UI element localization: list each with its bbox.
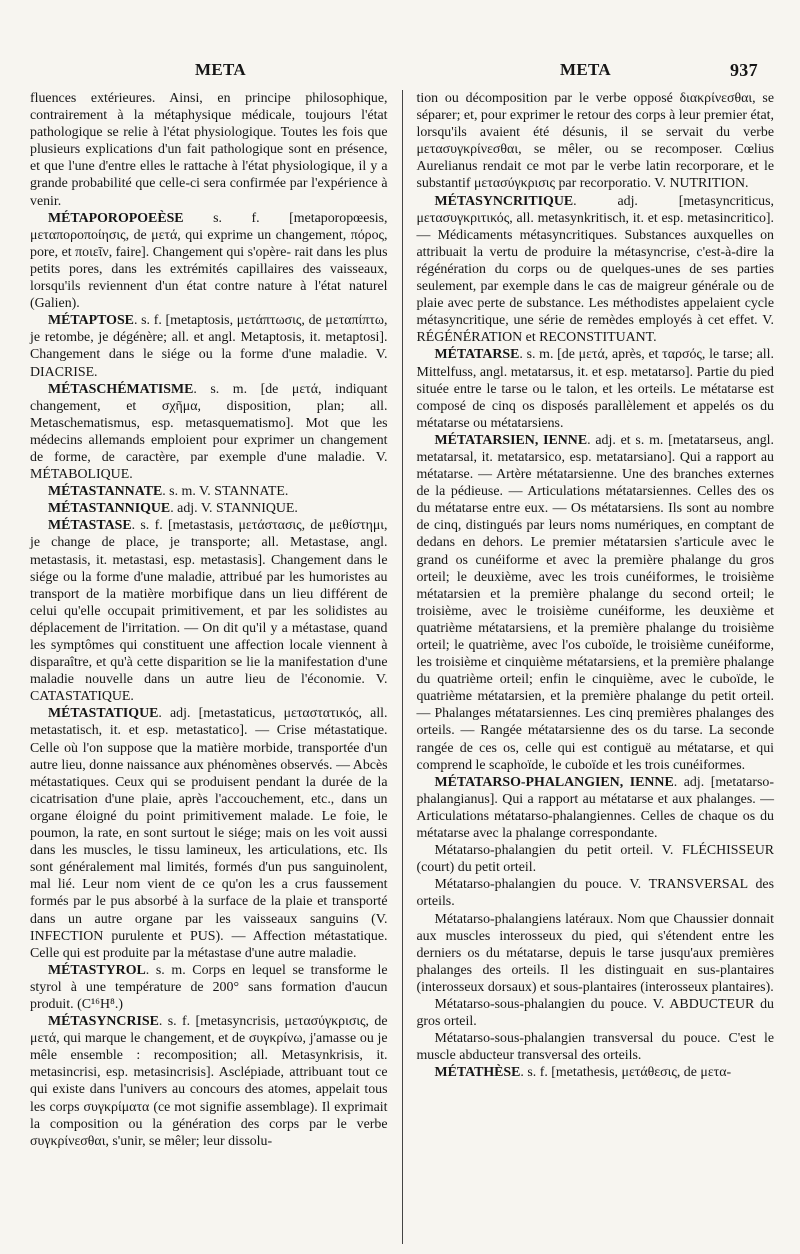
entry-headword: MÉTATHÈSE — [434, 1065, 521, 1081]
entry-headword: MÉTAPTOSE — [48, 313, 134, 329]
dictionary-entry — [416, 193, 774, 347]
dictionary-entry — [30, 517, 388, 705]
entry-text: . s. m. Corps en lequel se transforme le styrol à une température de 200° sans formation d'aucun produit. (C¹⁶H⁸.) — [30, 962, 388, 1012]
entry-headword: MÉTASTATIQUE — [48, 706, 159, 722]
entry-text: Métatarso-phalangien du petit orteil. V. FLÉCHISSEUR (court) du petit orteil. — [416, 843, 774, 876]
dictionary-entry — [30, 210, 388, 313]
page-number: 937 — [730, 60, 758, 80]
entry-text: s. f. [metaporopœesis, μεταποροποίησις, de μετά, qui exprime un changement, πόρος, pore, et ποιεῖν, faire]. Changement qui s'opère- rait dans les plus petits pores, dans les extrémités capillaires des vaisseaux, lorsqu'ils reviennent d'un état contre nature à l'état naturel (Galien). — [30, 210, 388, 312]
entry-headword: MÉTASTANNIQUE — [48, 501, 171, 517]
entry-text: Métatarso-sous-phalangien transversal du pouce. C'est le muscle abducteur transversal des orteils. — [416, 1031, 774, 1064]
right-column — [416, 90, 774, 1244]
entry-text: . adj. et s. m. [metatarseus, angl. metatarsal, it. metatarsico, esp. metatarsiano]. Qui a rapport au métatarse. — Artère métatarsienne. Une des branches externes de la pédieuse. — Articulations métatarsiennes. Celles des os du métatarse entre eux. — Os métatarsiens. Ils sont au nombre de cinq, distingués par leurs noms numériques, en comptant de dedans en dehors. Le premier métatarsien s'articule avec le grand os cunéiforme et avec la première phalange du gros orteil; le deuxième, avec les trois cunéiformes, le troisième métatarsien et la première phalange du second orteil; le troisième, avec le troisième cunéiforme, les deuxième et quatrième métatarsiens, et la première phalange du troisième orteil; le quatrième, avec l'os cuboïde, le troisième cunéiforme, les troisième et cinquième métatarsiens, et la première phalange du quatrième orteil; enfin le cinquième, avec le cuboïde, le quatrième métatarsien, et la première phalange du petit orteil. — Phalanges métatarsiennes. Les cinq premières phalanges des orteils. — Rangée métatarsienne des os du tarse. La seconde rangée de ces os, celle qui est contiguë au métatarse, et qui comprend le scaphoïde, le cuboïde et les trois cunéiformes. — [416, 432, 775, 773]
dictionary-entry — [30, 312, 388, 380]
entry-text: . s. f. [metasyncrisis, μετασύγκρισις, de μετά, qui marque le changement, et de συγκρίνω, j'amasse ou je mêle ensemble : recomposition; all. Metasynkrisis, it. metasincrisi, esp. metasincrisis]. Asclépiade, attribuant tout ce qui existe dans l'univers au concours des atomes, appelait tous les corps συγκρίματα (ce mot signifie assemblage). Il exprimait la composition ou la génération des corps par le verbe συγκρίνεσθαι, s'unir, se mêler; leur dissolu- — [30, 1014, 388, 1149]
entry-headword: MÉTASTYROL — [48, 962, 146, 978]
entry-text: Métatarso-phalangien du pouce. V. TRANSVERSAL des orteils. — [416, 877, 774, 910]
entry-headword: MÉTATARSE — [434, 347, 520, 363]
entry-headword: MÉTASCHÉMATISME — [48, 381, 194, 397]
two-column-body — [30, 90, 774, 1244]
column-divider — [402, 90, 403, 1244]
entry-text: . s. f. [metastasis, μετάστασις, de μεθίστημι, je change de place, je transporte; all. Metastase, angl. metastasis, it. metastasi, esp. metastasis]. Changement dans le siége ou la forme d'une maladie, attribué par les humoristes au transport de la matière morbifique dans un lieu différent de celui qu'elle occupait primitivement, et par les solidistes au déplacement de l'irritation. — On dit qu'il y a métastase, quand les symptômes qui constituent une affection locale viennent à disparaître, et qu'à cette disparition se lie la manifestation d'une maladie nouvelle dans un autre lieu de l'économie. V. CATASTATIQUE. — [30, 518, 388, 705]
entry-text: . adj. [metasyncriticus, μετασυγκριτικός, all. metasynkritisch, it. et esp. metasincritico]. — Médicaments métasyncritiques. Substances auxquelles on attribuait la vertu de produire la métasyncrise, c'est-à-dire la régénération du corps ou de quelques-unes de ses parties seulement, par exemple dans le cas de maigreur générale ou de plaie avec perte de substance. Les méthodistes appelaient cycle métasyncritique, une série de remèdes employés à cet effet. V. RÉGÉNÉRATION et RECONSTITUANT. — [416, 193, 774, 346]
running-head-left: META — [195, 60, 246, 79]
dictionary-entry — [416, 346, 774, 431]
entry-text: . s. m. [de μετά, indiquant changement, et σχῆμα, disposition, plan; all. Metaschematismus, esp. metasquematismo]. Mot que les médecins allemands emploient pour exprimer un changement de forme, de caractère, par exemple d'une maladie. V. MÉTABOLIQUE. — [30, 381, 388, 483]
dictionary-entry — [30, 483, 388, 500]
sub-entry — [416, 842, 774, 876]
sub-entry — [416, 1030, 774, 1064]
entry-headword: MÉTASYNCRITIQUE — [434, 193, 574, 209]
entry-text: . s. m. [de μετά, après, et ταρσός, le tarse; all. Mittelfuss, angl. metatarsus, it. et esp. metatarso]. Partie du pied située entre le tarse ou le talon, et les orteils. Le métatarse est composé de cinq os disposés parallèlement et appelés os du métatarse ou métatarsiens. — [416, 347, 774, 431]
entry-headword: MÉTATARSO-PHALANGIEN, IENNE — [434, 774, 674, 790]
sub-entry — [416, 911, 774, 996]
entry-text: . s. f. [metathesis, μετάθεσις, de μετα- — [520, 1065, 732, 1081]
continued-text — [30, 90, 388, 210]
continued-text — [416, 90, 774, 193]
entry-headword: MÉTASYNCRISE — [48, 1014, 159, 1030]
running-head-right: META — [560, 60, 611, 79]
dictionary-entry — [416, 1064, 774, 1081]
left-column — [30, 90, 388, 1244]
entry-headword: MÉTASTASE — [48, 518, 132, 534]
sub-entry — [416, 996, 774, 1030]
entry-text: Métatarso-sous-phalangien du pouce. V. ABDUCTEUR du gros orteil. — [416, 996, 774, 1030]
entry-text: . adj. V. STANNIQUE. — [170, 501, 298, 517]
entry-text: tion ou décomposition par le verbe opposé διακρίνεσθαι, se séparer; et, pour exprimer le retour des corps à leur premier état, lorsqu'ils avaient été désunis, il se servait du verbe μετασυγκρίνεσθαι, se mêler, ou se recomposer. Cœlius Aurelianus rendait ce mot par le verbe latin recorporare, et le substantif μετασύγκρισις par recorporatio. V. NUTRITION. — [416, 91, 775, 192]
dictionary-entry — [30, 500, 388, 517]
sub-entry — [416, 876, 774, 910]
entry-headword: MÉTASTANNATE — [48, 484, 163, 500]
entry-text: . s. f. [metaptosis, μετάπτωσις, de μεταπίπτω, je retombe, je dégénère; all. et angl. Metaptosis, it. metaptosi]. Changement dans le siége ou la forme d'une maladie. V. DIACRISE. — [30, 313, 388, 380]
entry-text: . adj. [metastaticus, μεταστατικός, all. metastatisch, it. et esp. metastatico]. — Crise métastatique. Celle où l'on suppose que la matière morbide, transportée d'un autre lieu, donne naissance aux phénomènes observés. — Abcès métastatiques. Ceux qui se produisent pendant la durée de la cicatrisation d'une plaie, après l'accouchement, etc., dans un organe éloigné du point primitivement malade. Le foie, le poumon, la rate, en sont surtout le siége; mais on les voit aussi dans les muscles, le tissu lamineux, les articulations, etc. Ils sont généralement mal limités, formés d'un pus sanguinolent, mal lié. Leur nom vient de ce qu'on les a crus faussement formés par le pus absorbé à la surface de la plaie et transporté dans un autre organe par les vaisseaux sanguins (V. INFECTION purulente et PUS). — Affection métastatique. Celle qui est produite par la métastase d'une autre maladie. — [30, 706, 388, 961]
entry-headword: MÉTAPOROPOEÈSE — [48, 210, 184, 226]
dictionary-entry — [416, 774, 774, 842]
dictionary-entry — [416, 432, 774, 774]
entry-text: fluences extérieures. Ainsi, en principe philosophique, contrairement à la métaphysique médicale, toujours l'état pathologique se relie à l'état physiologique. Toutes les fois que plusieurs explications d'un fait pathologique sont en présence, et que l'une d'entre elles le rattache à l'état physiologique, il y a grande probabilité que celle-ci sera confirmée par l'expérience à venir. — [30, 91, 388, 209]
entry-headword: MÉTATARSIEN, IENNE — [434, 432, 588, 448]
dictionary-entry — [30, 381, 388, 484]
entry-text: Métatarso-phalangiens latéraux. Nom que Chaussier donnait aux muscles interosseux du pied, qui s'étendent entre les derniers os du métatarse, depuis le tarse jusqu'aux premières phalanges des orteils. Il les distinguait en sus-plantaires (interosseux dorsaux) et sous-plantaires (interosseux plantaires). — [416, 911, 774, 995]
entry-text: . adj. [metatarso-phalangianus]. Qui a rapport au métatarse et aux phalanges. — Articulations métatarso-phalangiennes. Celles de chaque os du métatarse avec la phalange correspondante. — [416, 774, 774, 842]
entry-text: . s. m. V. STANNATE. — [162, 484, 289, 500]
dictionary-entry — [30, 962, 388, 1013]
dictionary-entry — [30, 1013, 388, 1150]
dictionary-entry — [30, 705, 388, 961]
